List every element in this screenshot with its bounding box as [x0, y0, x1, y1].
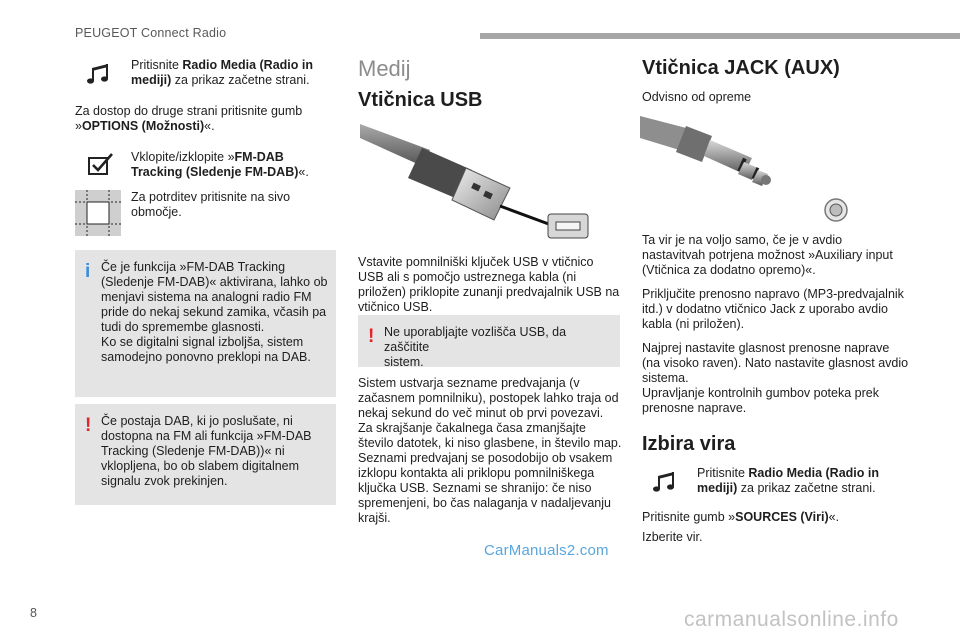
music-note-icon	[650, 466, 680, 496]
section-title: Medij	[358, 56, 411, 81]
usb-heading: Vtičnica USB	[358, 89, 483, 111]
jack-heading: Vtičnica JACK (AUX)	[642, 57, 840, 79]
grey-area-icon	[75, 190, 121, 236]
usb-warning-box	[358, 315, 620, 367]
jack-volume: Najprej nastavite glasnost prenosne naprave (na visoko raven). Nato nastavite glasnost avdio sistema. Upravljanje kontrolnih gumbov poteka prek prenosne naprave.	[642, 341, 909, 415]
checkbox-check-icon	[86, 150, 116, 180]
playlist-text: Sistem ustvarja sezname predvajanja (v začasnem pomnilniku), postopek lahko traja od nekaj sekund do več minut ob prvi povezavi. Za skrajšanje čakalnega časa zmanjšajte število datotek, ki niso glasbene, in število map. Seznami predvajanj se posodobijo ob vsakem izklopu kontakta ali priklopu pomnilniškega ključka USB. Seznami se shranijo: če niso spremenjeni, bo čas nalaganja v nadaljevanju krajši.	[358, 376, 622, 525]
header-bar	[480, 33, 960, 39]
warning-box	[75, 404, 336, 505]
sources-instruction: Pritisnite gumb »SOURCES (Viri)«.	[642, 510, 840, 524]
music-note-icon	[84, 58, 114, 88]
other-page-instruction: Za dostop do druge strani pritisnite gumb »OPTIONS (Možnosti)«.	[75, 104, 303, 133]
fmdab-step: Vklopite/izklopite »FM-DAB Tracking (Sledenje FM-DAB)«.	[131, 150, 309, 179]
carmanualsonline-watermark: carmanualsonline.info	[684, 608, 899, 631]
radio-media-step-right: Pritisnite Radio Media (Radio in mediji) za prikaz začetne strani.	[697, 466, 879, 495]
usb-warning-text: Ne uporabljajte vozlišča USB, da zaščitite sistem.	[384, 325, 567, 369]
choose-source: Izberite vir.	[642, 530, 703, 544]
usb-instructions: Vstavite pomnilniški ključek USB v vtičnico USB ali s pomočjo ustreznega kabla (ni priložen) priklopite zunanji predvajalnik USB na vtičnico USB.	[358, 255, 620, 314]
carmanuals-watermark: CarManuals2.com	[484, 542, 609, 559]
info-box-text: Če je funkcija »FM-DAB Tracking (Sledenje FM-DAB)« aktivirana, lahko ob menjavi sistema na analogni radio FM pride do nekaj sekund zamika, včasih pa tudi do spremembe glasnosti. Ko se digitalni signal izboljša, sistem samodejno ponovno preklopi na DAB.	[101, 260, 328, 364]
jack-connect: Priključite prenosno napravo (MP3-predvajalnik itd.) v dodatno vtičnico Jack z uporabo avdio kabla (ni priložen).	[642, 287, 904, 331]
usb-plug-illustration	[360, 118, 592, 244]
info-mark-icon: i	[85, 261, 91, 282]
confirm-step: Za potrditev pritisnite na sivo območje.	[131, 190, 291, 219]
page-number: 8	[30, 606, 37, 620]
jack-plug-illustration	[640, 112, 856, 224]
equipment-note: Odvisno od opreme	[642, 90, 752, 104]
source-heading: Izbira vira	[642, 433, 736, 455]
warning-mark-icon: !	[368, 326, 375, 347]
warning-box-text: Če postaja DAB, ki jo poslušate, ni dostopna na FM ali funkcija »FM-DAB Tracking (Sledenje FM-DAB))« ni vklopljena, bo ob slabem digitalnem signalu zvok prekinjen.	[101, 414, 312, 488]
running-header: PEUGEOT Connect Radio	[75, 26, 227, 40]
radio-media-step: Pritisnite Radio Media (Radio in mediji) za prikaz začetne strani.	[131, 58, 313, 87]
jack-availability: Ta vir je na voljo samo, če je v avdio nastavitvah potrjena možnost »Auxiliary input (Vtičnica za dodatno opremo)«.	[642, 233, 893, 277]
warning-mark-icon: !	[85, 415, 92, 436]
info-box	[75, 250, 336, 397]
